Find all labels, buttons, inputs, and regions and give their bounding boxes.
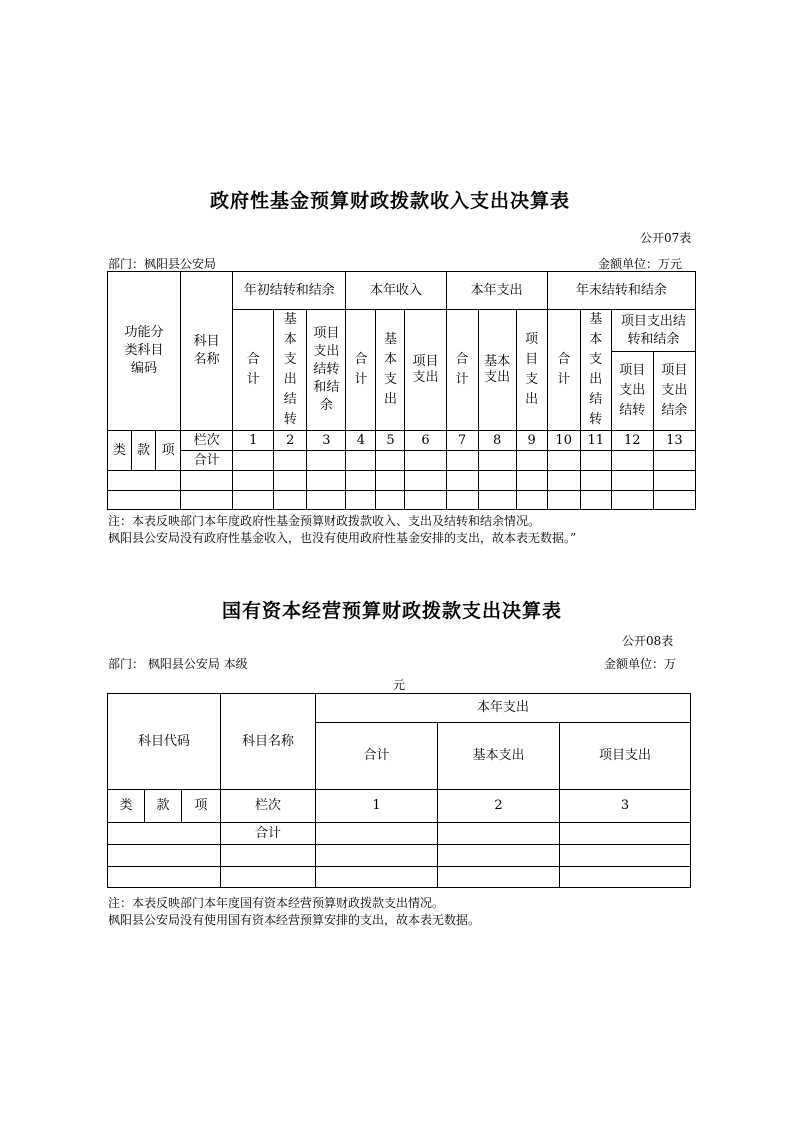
table-row	[108, 471, 696, 491]
doc1-dept: 部门：枫阳县公安局	[108, 257, 217, 271]
doc2-note-2: 枫阳县公安局没有使用国有资本经营预算安排的支出，故本表无数据。	[108, 913, 481, 927]
begin-project-carry-balance-header: 项目支出结转和结余	[307, 310, 346, 431]
doc1-note-2: 枫阳县公安局没有政府性基金收入，也没有使用政府性基金安排的支出，故本表无数据。”	[108, 531, 577, 545]
func-code-header: 功能分类科目编码	[108, 272, 181, 431]
col-number: 9	[516, 431, 547, 451]
table-row	[108, 845, 691, 867]
doc2-form-no: 公开08表	[622, 634, 674, 648]
project-header: 项目支出	[560, 723, 691, 790]
expense-header: 本年支出	[316, 694, 691, 723]
table-row	[108, 491, 696, 510]
xiang-cell: 项	[182, 790, 221, 823]
end-total-header: 合计	[547, 310, 580, 431]
doc1-unit: 金额单位：万元	[598, 257, 683, 271]
heji-cell: 合计	[181, 451, 233, 471]
end-project-carry-balance-header: 项目支出结转和结余	[611, 310, 695, 352]
begin-basic-carry-header: 基本支出结转	[274, 310, 307, 431]
doc1-form-no: 公开07表	[640, 231, 692, 245]
expense-total-header: 合计	[446, 310, 478, 431]
xiang-cell: 项	[156, 431, 181, 471]
begin-balance-header: 年初结转和结余	[233, 272, 346, 310]
col-number: 2	[438, 790, 560, 823]
doc2-unit: 金额单位：万	[604, 657, 677, 671]
col-number: 13	[653, 431, 695, 451]
col-number: 3	[560, 790, 691, 823]
income-project-header: 项目支出	[405, 310, 446, 431]
col-number: 8	[478, 431, 516, 451]
table-row	[108, 867, 691, 888]
subject-name-header: 科目名称	[221, 694, 316, 790]
col-number: 7	[446, 431, 478, 451]
lei-cell: 类	[108, 790, 145, 823]
income-total-header: 合计	[346, 310, 376, 431]
col-number: 11	[580, 431, 611, 451]
total-header: 合计	[316, 723, 438, 790]
doc2-unit-tail: 元	[393, 678, 406, 692]
subject-name-header: 科目名称	[181, 272, 233, 431]
end-project-carry-header: 项目支出结转	[611, 352, 653, 431]
expense-project-header: 项目支出	[516, 310, 547, 431]
total-row	[108, 451, 696, 471]
col-number: 3	[307, 431, 346, 451]
income-basic-header: 基本支出	[376, 310, 405, 431]
end-basic-carry-header: 基本支出结转	[580, 310, 611, 431]
col-number: 12	[611, 431, 653, 451]
col-number: 6	[405, 431, 446, 451]
expense-basic-header: 基本支出	[478, 310, 516, 431]
doc1-note-1: 注：本表反映部门本年度政府性基金预算财政拨款收入、支出及结转和结余情况。	[108, 514, 541, 528]
col-number: 1	[233, 431, 274, 451]
col-number: 1	[316, 790, 438, 823]
income-header: 本年收入	[346, 272, 446, 310]
expense-header: 本年支出	[446, 272, 547, 310]
subject-code-header: 科目代码	[108, 694, 221, 790]
basic-header: 基本支出	[438, 723, 560, 790]
kuan-cell: 款	[145, 790, 182, 823]
end-balance-header: 年末结转和结余	[547, 272, 695, 310]
total-row	[108, 823, 691, 845]
heji-cell: 合计	[221, 823, 316, 845]
col-number: 10	[547, 431, 580, 451]
kuan-cell: 款	[132, 431, 156, 471]
doc1-table	[107, 271, 696, 510]
lanci-cell: 栏次	[181, 431, 233, 451]
doc2-title: 国有资本经营预算财政拨款支出决算表	[222, 600, 563, 622]
doc2-note-1: 注：本表反映部门本年度国有资本经营预算财政拨款支出情况。	[108, 896, 445, 910]
doc2-dept: 部门： 枫阳县公安局 本级	[108, 657, 248, 671]
doc2-table	[107, 693, 691, 888]
doc1-title: 政府性基金预算财政拨款收入支出决算表	[210, 190, 571, 212]
col-number: 4	[346, 431, 376, 451]
begin-total-header: 合计	[233, 310, 274, 431]
col-number: 5	[376, 431, 405, 451]
lanci-cell: 栏次	[221, 790, 316, 823]
end-project-balance-header: 项目支出结余	[653, 352, 695, 431]
lei-cell: 类	[108, 431, 132, 471]
col-number: 2	[274, 431, 307, 451]
